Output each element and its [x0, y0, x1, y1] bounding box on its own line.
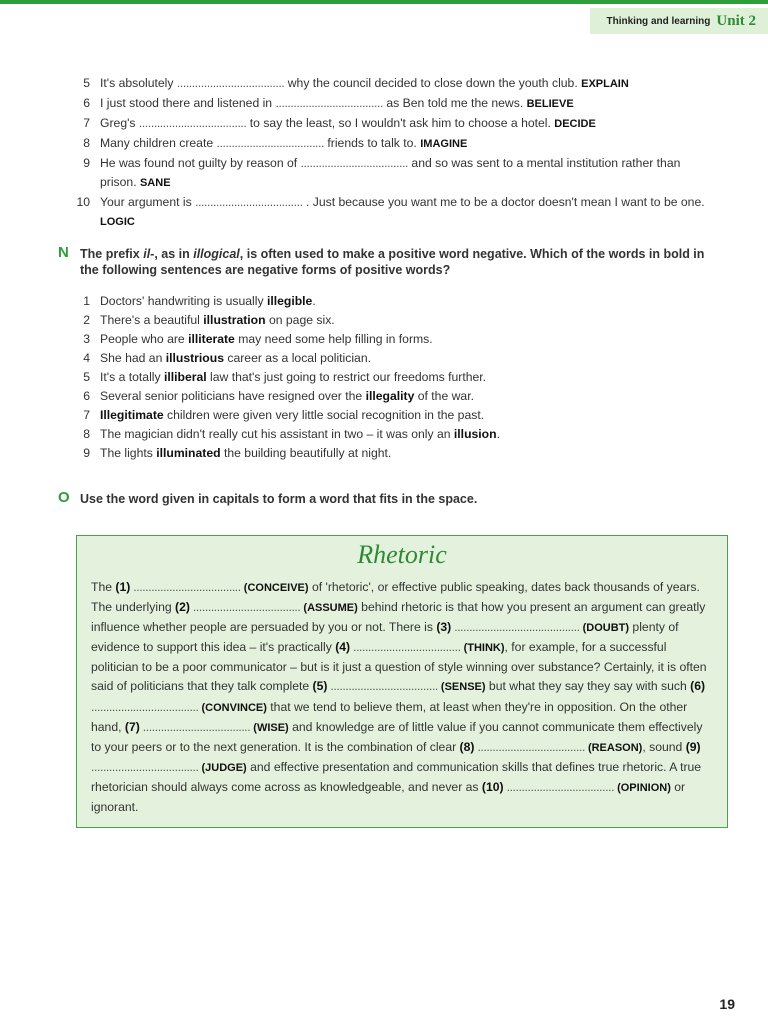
list-item: [64, 193, 706, 232]
gap-number: (1): [115, 580, 131, 594]
text-segment: The: [91, 580, 116, 594]
sentence-end: and so was sent to a mental institution rather than prison.: [100, 156, 681, 189]
item-text: [100, 387, 706, 406]
answer-blank[interactable]: ....................................: [189, 600, 304, 615]
running-header: [590, 8, 768, 34]
sentence-end: .: [496, 427, 500, 441]
item-text: [100, 444, 706, 463]
sentence-start: I just stood there and listened in: [100, 96, 276, 110]
sentence-start: People who are: [100, 332, 189, 346]
sentence-end: children were given very little social recognition in the past.: [163, 408, 485, 422]
list-item: [64, 134, 706, 154]
bold-word: illiterate: [188, 332, 235, 346]
answer-blank[interactable]: ....................................: [176, 76, 285, 90]
answer-blank[interactable]: ....................................: [216, 136, 325, 150]
capitalized-word: EXPLAIN: [581, 78, 629, 90]
sentence-end: why the council decided to close down the youth club.: [284, 76, 582, 90]
item-number: 6: [83, 389, 90, 403]
item-number: 5: [83, 76, 90, 90]
item-number: 9: [83, 446, 90, 460]
list-item: [64, 444, 706, 463]
sentence-start: It's a totally: [100, 370, 164, 384]
item-text: [100, 193, 706, 232]
item-number: 4: [83, 351, 90, 365]
bold-word: illuminated: [156, 446, 221, 460]
sentence-end: . Just because you want me to be a doctor doesn't mean I want to be one.: [302, 195, 705, 209]
sentence-start: He was found not guilty by reason of: [100, 156, 301, 170]
text-segment: behind rhetoric is that how you present an argument can greatly influence whether people are persuaded by you or not. There is: [91, 600, 706, 635]
gap-number: (6): [690, 679, 706, 694]
bold-word: illustration: [203, 313, 266, 327]
rhetoric-title: Rhetoric: [357, 540, 447, 569]
list-item: [64, 349, 706, 368]
list-item: [64, 74, 706, 94]
gap-number: (3): [436, 620, 452, 635]
capitalized-word: IMAGINE: [420, 138, 468, 150]
sentence-end: friends to talk to.: [324, 136, 421, 150]
capitalized-word: DECIDE: [554, 118, 596, 130]
sentence-end: career as a local politician.: [223, 351, 371, 365]
sentence-start: The lights: [100, 446, 157, 460]
item-number: 2: [83, 313, 90, 327]
capitalized-word: (CONVINCE): [201, 701, 267, 714]
answer-blank[interactable]: ....................................: [327, 679, 441, 694]
bold-word: illiberal: [163, 370, 207, 384]
item-number: 8: [83, 427, 90, 441]
sentence-end: to say the least, so I wouldn't ask him to choose a hotel.: [246, 116, 555, 130]
capitalized-word: (OPINION): [617, 781, 671, 794]
capitalized-word: LOGIC: [100, 216, 135, 228]
sentence-end: the building beautifully at night.: [220, 446, 392, 460]
task-n-instruction: [58, 246, 708, 278]
task-letter: N: [58, 244, 69, 261]
item-text: [100, 368, 706, 387]
item-text: [100, 74, 706, 94]
page-number: 19: [719, 996, 735, 1012]
answer-blank[interactable]: ....................................: [503, 779, 618, 794]
section-title: Thinking and learning: [606, 15, 711, 27]
sentence-end: on page six.: [265, 313, 335, 327]
text-segment: that we tend to believe them, at least when they're in opposition. On the other hand,: [91, 699, 688, 734]
bold-word: illustrious: [165, 351, 224, 365]
capitalized-word: (CONCEIVE): [243, 582, 309, 594]
sentence-start: It's absolutely: [100, 76, 177, 90]
capitalized-word: (JUDGE): [201, 761, 247, 774]
item-number: 7: [83, 116, 90, 130]
capitalized-word: (THINK): [463, 642, 505, 655]
sentence-end: law that's just going to restrict our freedoms further.: [206, 370, 487, 384]
task-o-text: Use the word given in capitals to form a word that fits in the space.: [80, 492, 478, 506]
answer-blank[interactable]: ....................................: [138, 116, 247, 130]
answer-blank[interactable]: ..........................................: [451, 620, 583, 635]
item-text: [100, 114, 706, 134]
item-number: 8: [83, 136, 90, 150]
text-segment: , sound: [642, 739, 686, 754]
list-item: [64, 311, 706, 330]
answer-blank[interactable]: ....................................: [275, 96, 383, 110]
list-item: [64, 114, 706, 134]
gap-number: (5): [312, 679, 328, 694]
text-segment: and effective presentation and communication skills that defines true rhetoric. A true rhetorician should always come across as knowledgeable, and never as: [91, 759, 702, 794]
sentence-start: Doctors' handwriting is usually: [100, 294, 267, 308]
gap-number: (8): [459, 739, 475, 754]
text-segment: or ignorant.: [91, 779, 686, 815]
sentence-start: Several senior politicians have resigned over the: [100, 389, 366, 403]
capitalized-word: (REASON): [587, 741, 643, 754]
capitalized-word: (ASSUME): [303, 602, 358, 615]
item-text: [100, 425, 706, 444]
task-o-instruction: [58, 491, 708, 507]
item-text: [100, 292, 706, 311]
list-item: [64, 387, 706, 406]
gap-number: (10): [481, 779, 504, 794]
task-letter: O: [58, 489, 70, 506]
text-segment: but what they say they say with such: [485, 679, 691, 694]
rhetoric-paragraph: [91, 578, 713, 817]
answer-blank[interactable]: ....................................: [300, 156, 409, 170]
list-item: [64, 406, 706, 425]
sentence-start: Greg's: [100, 116, 139, 130]
sentence-start: The magician didn't really cut his assistant in two – it was only an: [100, 427, 454, 441]
bold-word: Illegitimate: [100, 408, 164, 422]
sentence-start: She had an: [100, 351, 166, 365]
sentence-start: Many children create: [100, 136, 217, 150]
answer-blank[interactable]: ....................................: [139, 719, 254, 734]
item-number: 3: [83, 332, 90, 346]
sentence-end: may need some help filling in forms.: [234, 332, 433, 346]
bold-word: illusion: [453, 427, 497, 441]
item-text: [100, 134, 706, 154]
exercise-m-list: [64, 74, 706, 232]
bold-word: illegality: [365, 389, 415, 403]
rhetoric-text-box: [76, 535, 728, 828]
answer-blank[interactable]: ....................................: [91, 699, 202, 714]
exercise-n-list: [64, 292, 706, 463]
item-number: 9: [83, 156, 90, 170]
capitalized-word: (WISE): [253, 721, 289, 734]
item-text: [100, 406, 706, 425]
list-item: [64, 292, 706, 311]
gap-number: (4): [335, 640, 351, 655]
capitalized-word: (DOUBT): [582, 622, 630, 635]
task-n-text: The prefix il-, as in illogical, is often used to make a positive word negative. Which of the words in bold in the following sentences are negative forms of positive words?: [80, 247, 705, 277]
item-text: [100, 154, 706, 193]
item-number: 5: [83, 370, 90, 384]
answer-blank[interactable]: ....................................: [474, 739, 588, 754]
sentence-end: .: [312, 294, 316, 308]
unit-label: Unit 2: [716, 12, 756, 29]
sentence-end: of the war.: [414, 389, 474, 403]
bold-word: illegible: [266, 294, 313, 308]
sentence-start: There's a beautiful: [100, 313, 204, 327]
item-number: 1: [83, 294, 90, 308]
item-number: 6: [83, 96, 90, 110]
item-text: [100, 330, 706, 349]
list-item: [64, 425, 706, 444]
list-item: [64, 154, 706, 193]
item-text: [100, 349, 706, 368]
gap-number: (7): [124, 719, 140, 734]
answer-blank[interactable]: ....................................: [350, 640, 464, 655]
answer-blank[interactable]: ....................................: [91, 759, 202, 774]
item-number: 10: [76, 195, 90, 209]
text-segment: and knowledge are of little value if you cannot communicate them effectively to your peers or to the next generation. It is the combination of clear: [91, 719, 703, 754]
text-segment: , for example, for a successful politician to be a poor communicator – but is it just a question of style winning over substance? Certainly, it is often said of politicians that they talk complete: [91, 640, 707, 694]
answer-blank[interactable]: ....................................: [130, 580, 244, 594]
sentence-start: Your argument is: [100, 195, 196, 209]
list-item: [64, 94, 706, 114]
sentence-end: as Ben told me the news.: [382, 96, 527, 110]
list-item: [64, 368, 706, 387]
text-segment: of 'rhetoric', or effective public speaking, dates back thousands of years. The underlying: [91, 580, 700, 615]
capitalized-word: SANE: [139, 177, 171, 189]
capitalized-word: (SENSE): [440, 681, 486, 694]
list-item: [64, 330, 706, 349]
text-segment: plenty of evidence to support this idea – it's practically: [91, 620, 679, 655]
gap-number: (9): [685, 739, 701, 754]
answer-blank[interactable]: ....................................: [195, 195, 303, 209]
item-text: [100, 311, 706, 330]
gap-number: (2): [175, 600, 190, 615]
top-accent-line: [0, 0, 768, 4]
capitalized-word: BELIEVE: [526, 98, 574, 110]
item-number: 7: [83, 408, 90, 422]
item-text: [100, 94, 706, 114]
